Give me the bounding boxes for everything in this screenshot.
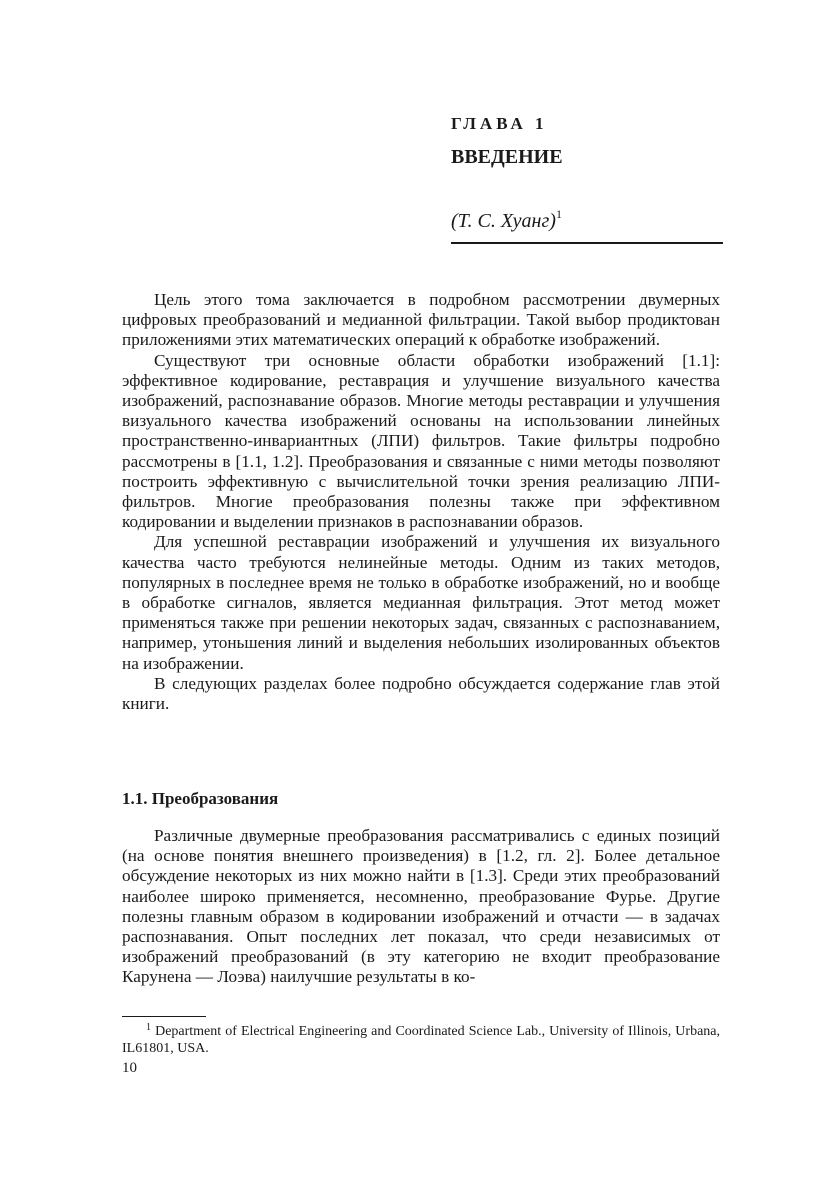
section-heading: 1.1. Преобразования [122, 789, 279, 808]
page-number: 10 [122, 1060, 137, 1076]
paragraph: Для успешной реставрации изображений и улучшения их визуального качества часто требуются нелинейные методы. Одним из таких методов, популярных в последнее время не только в обработке изображений, но и вообще в обработке сигналов, является медианная фильтрация. Этот метод может применяться также при решении некоторых задач, связанных с распознаванием, например, утоньшения линий и выделения небольших изолированных объектов на изображении. [122, 532, 720, 673]
footnote-divider [122, 1016, 206, 1017]
author-underline [451, 242, 723, 244]
author-name: (Т. С. Хуанг) [451, 210, 556, 232]
chapter-label: ГЛАВА 1 [451, 114, 548, 133]
footnote [122, 1019, 720, 1057]
paragraph: Различные двумерные преобразования рассматривались с единых позиций (на основе понятия внешнего произведения) в [1.2, гл. 2]. Более детальное обсуждение некоторых из них можно найти в [1.3]. Среди этих преобразований наиболее широко применяется, несомненно, преобразование Фурье. Другие полезны главным образом в кодировании изображений и отчасти — в задачах распознавания. Опыт последних лет показал, что среди независимых от изображений преобразований (в эту категорию не входит преобразование Карунена — Лоэва) наилучшие результаты в ко- [122, 826, 720, 987]
intro-text [122, 290, 720, 714]
footnote-text: Department of Electrical Engineering and Coordinated Science Lab., University of Illinois, Urbana, IL61801, USA. [122, 1024, 720, 1056]
author-footnote-mark: 1 [555, 207, 562, 221]
author-line [451, 207, 562, 233]
paragraph: Цель этого тома заключается в подробном рассмотрении двумерных цифровых преобразований и медианной фильтрации. Такой выбор продиктован приложениями этих математических операций к обработке изображений. [122, 290, 720, 350]
paragraph: Существуют три основные области обработки изображений [1.1]: эффективное кодирование, реставрация и улучшение визуального качества изображений, распознавание образов. Многие методы реставрации и улучшения визуального качества изображений основаны на использовании линейных пространственно-инвариантных (ЛПИ) фильтров. Такие фильтры подробно рассмотрены в [1.1, 1.2]. Преобразования и связанные с ними методы позволяют построить эффективную с вычислительной точки зрения реализацию ЛПИ-фильтров. Многие преобразования полезны также при эффективном кодировании и выделении признаков в распознавании образов. [122, 350, 720, 532]
section-text [122, 826, 720, 988]
paragraph: В следующих разделах более подробно обсуждается содержание глав этой книги. [122, 673, 720, 714]
footnote-mark: 1 [146, 1022, 151, 1033]
chapter-title: ВВЕДЕНИЕ [451, 146, 563, 168]
